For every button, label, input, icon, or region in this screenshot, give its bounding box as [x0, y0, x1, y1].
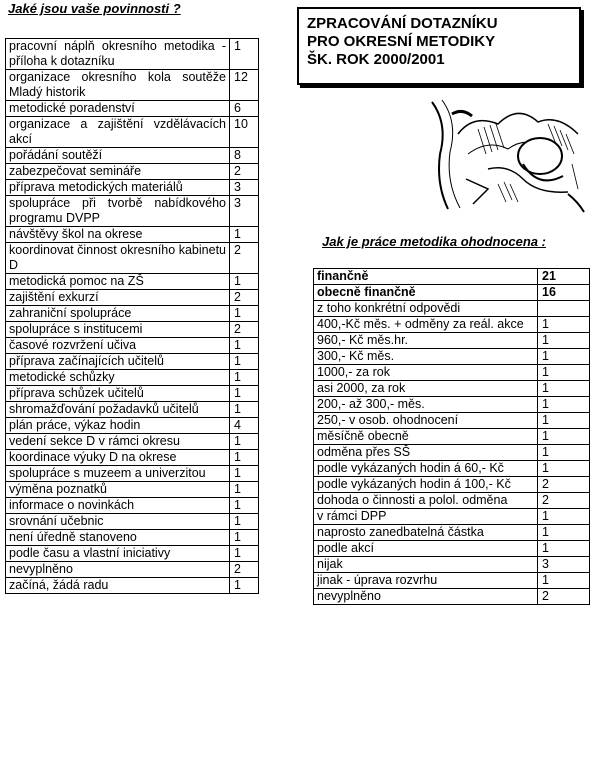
row-count: 1 [538, 573, 590, 589]
table-row [314, 269, 590, 285]
table-row [314, 333, 590, 349]
table-row [314, 381, 590, 397]
table-row [314, 413, 590, 429]
row-label: nevyplněno [314, 589, 538, 605]
row-label: shromažďování požadavků učitelů [6, 402, 230, 418]
table-row [314, 589, 590, 605]
row-count: 1 [538, 333, 590, 349]
row-label: příprava začínajících učitelů [6, 354, 230, 370]
table-row [6, 196, 259, 227]
row-label: 250,- v osob. ohodnocení [314, 413, 538, 429]
title-line-3: ŠK. ROK 2000/2001 [307, 51, 445, 68]
row-count: 2 [230, 562, 259, 578]
row-count: 1 [230, 386, 259, 402]
row-count: 1 [230, 530, 259, 546]
table-row [6, 386, 259, 402]
row-count: 1 [230, 482, 259, 498]
row-label: 960,- Kč měs.hr. [314, 333, 538, 349]
row-count: 8 [230, 148, 259, 164]
row-label: nijak [314, 557, 538, 573]
row-label: není úředně stanoveno [6, 530, 230, 546]
row-label: časové rozvržení učiva [6, 338, 230, 354]
table-row [314, 557, 590, 573]
row-label: spolupráce s institucemi [6, 322, 230, 338]
table-row [314, 541, 590, 557]
duties-table [5, 38, 259, 594]
row-count: 2 [538, 589, 590, 605]
table-row [6, 227, 259, 243]
row-label: koordinace výuky D na okrese [6, 450, 230, 466]
row-count: 3 [538, 557, 590, 573]
table-row [6, 562, 259, 578]
row-label: metodické poradenství [6, 101, 230, 117]
document-title-box [297, 7, 581, 85]
table-row [6, 180, 259, 196]
row-label: příprava metodických materiálů [6, 180, 230, 196]
row-count: 1 [230, 274, 259, 290]
row-count: 3 [230, 180, 259, 196]
row-label: naprosto zanedbatelná částka [314, 525, 538, 541]
row-count: 1 [230, 402, 259, 418]
table-row [6, 117, 259, 148]
row-count: 1 [538, 317, 590, 333]
row-label: podle vykázaných hodin á 100,- Kč [314, 477, 538, 493]
row-count: 1 [230, 370, 259, 386]
row-label: začíná, žádá radu [6, 578, 230, 594]
row-count: 1 [538, 541, 590, 557]
row-label: spolupráce s muzeem a univerzitou [6, 466, 230, 482]
table-row [314, 397, 590, 413]
table-row [6, 546, 259, 562]
row-label: finančně [314, 269, 538, 285]
row-label: jinak - úprava rozvrhu [314, 573, 538, 589]
row-label: podle vykázaných hodin á 60,- Kč [314, 461, 538, 477]
table-row [6, 354, 259, 370]
row-count: 1 [230, 39, 259, 70]
engraving-illustration-icon [428, 94, 588, 214]
table-row [314, 365, 590, 381]
table-row [6, 402, 259, 418]
row-label: asi 2000, za rok [314, 381, 538, 397]
row-count: 16 [538, 285, 590, 301]
table-row [6, 514, 259, 530]
row-label: zabezpečovat semináře [6, 164, 230, 180]
table-row [314, 285, 590, 301]
table-row [6, 338, 259, 354]
row-count: 3 [230, 196, 259, 227]
table-row [314, 525, 590, 541]
row-count: 1 [538, 429, 590, 445]
row-label: metodická pomoc na ZŠ [6, 274, 230, 290]
row-label: 1000,- za rok [314, 365, 538, 381]
row-count: 2 [230, 243, 259, 274]
row-count: 1 [230, 434, 259, 450]
row-count: 1 [230, 450, 259, 466]
row-label: zajištění exkurzí [6, 290, 230, 306]
row-count [538, 301, 590, 317]
row-label: podle času a vlastní iniciativy [6, 546, 230, 562]
row-count: 1 [230, 578, 259, 594]
table-row [6, 418, 259, 434]
evaluation-table [313, 268, 590, 605]
table-row [6, 434, 259, 450]
row-count: 1 [230, 546, 259, 562]
row-label: srovnání učebnic [6, 514, 230, 530]
table-row [6, 164, 259, 180]
row-label: zahraniční spolupráce [6, 306, 230, 322]
table-row [6, 578, 259, 594]
row-label: pracovní náplň okresního metodika - příloha k dotazníku [6, 39, 230, 70]
table-row [6, 322, 259, 338]
row-count: 1 [230, 514, 259, 530]
row-count: 10 [230, 117, 259, 148]
row-label: koordinovat činnost okresního kabinetu D [6, 243, 230, 274]
row-label: informace o novinkách [6, 498, 230, 514]
row-count: 1 [538, 365, 590, 381]
table-row [6, 101, 259, 117]
row-count: 1 [538, 381, 590, 397]
row-label: pořádání soutěží [6, 148, 230, 164]
row-label: spolupráce při tvorbě nabídkového programu DVPP [6, 196, 230, 227]
row-count: 2 [230, 164, 259, 180]
table-row [314, 445, 590, 461]
row-label: měsíčně obecně [314, 429, 538, 445]
left-heading: Jaké jsou vaše povinnosti ? [8, 1, 181, 16]
title-line-1: ZPRACOVÁNÍ DOTAZNÍKU [307, 15, 498, 32]
row-label: organizace okresního kola soutěže Mladý historik [6, 70, 230, 101]
table-row [6, 290, 259, 306]
row-count: 4 [230, 418, 259, 434]
table-row [6, 148, 259, 164]
table-row [314, 429, 590, 445]
row-label: obecně finančně [314, 285, 538, 301]
row-label: vedení sekce D v rámci okresu [6, 434, 230, 450]
row-count: 1 [230, 466, 259, 482]
table-row [314, 301, 590, 317]
row-label: 200,- až 300,- měs. [314, 397, 538, 413]
row-count: 1 [538, 525, 590, 541]
right-heading: Jak je práce metodika ohodnocena : [322, 234, 546, 249]
table-row [314, 477, 590, 493]
row-label: organizace a zajištění vzdělávacích akcí [6, 117, 230, 148]
title-line-2: PRO OKRESNÍ METODIKY [307, 33, 496, 50]
row-count: 1 [230, 227, 259, 243]
table-row [6, 370, 259, 386]
duties-table-body [6, 39, 259, 594]
table-row [314, 493, 590, 509]
row-label: metodické schůzky [6, 370, 230, 386]
row-label: odměna přes SŠ [314, 445, 538, 461]
row-count: 1 [538, 509, 590, 525]
row-count: 1 [538, 413, 590, 429]
row-count: 1 [538, 445, 590, 461]
row-count: 6 [230, 101, 259, 117]
row-label: z toho konkrétní odpovědi [314, 301, 538, 317]
row-label: v rámci DPP [314, 509, 538, 525]
evaluation-table-body [314, 269, 590, 605]
table-row [314, 461, 590, 477]
table-row [314, 573, 590, 589]
table-row [6, 466, 259, 482]
table-row [6, 530, 259, 546]
row-label: výměna poznatků [6, 482, 230, 498]
table-row [6, 450, 259, 466]
table-row [6, 39, 259, 70]
row-count: 21 [538, 269, 590, 285]
table-row [314, 349, 590, 365]
row-count: 1 [230, 354, 259, 370]
row-count: 2 [538, 477, 590, 493]
table-row [314, 509, 590, 525]
row-label: příprava schůzek učitelů [6, 386, 230, 402]
row-count: 1 [538, 397, 590, 413]
row-count: 1 [230, 338, 259, 354]
row-count: 2 [230, 290, 259, 306]
table-row [6, 482, 259, 498]
row-count: 1 [538, 349, 590, 365]
table-row [6, 243, 259, 274]
table-row [6, 306, 259, 322]
table-row [314, 317, 590, 333]
row-count: 1 [230, 306, 259, 322]
row-count: 2 [538, 493, 590, 509]
row-count: 1 [538, 461, 590, 477]
row-count: 12 [230, 70, 259, 101]
table-row [6, 274, 259, 290]
table-row [6, 498, 259, 514]
table-row [6, 70, 259, 101]
row-label: 400,-Kč měs. + odměny za reál. akce [314, 317, 538, 333]
row-count: 2 [230, 322, 259, 338]
row-label: návštěvy škol na okrese [6, 227, 230, 243]
row-count: 1 [230, 498, 259, 514]
row-label: plán práce, výkaz hodin [6, 418, 230, 434]
row-label: 300,- Kč měs. [314, 349, 538, 365]
row-label: nevyplněno [6, 562, 230, 578]
row-label: dohoda o činnosti a polol. odměna [314, 493, 538, 509]
row-label: podle akcí [314, 541, 538, 557]
